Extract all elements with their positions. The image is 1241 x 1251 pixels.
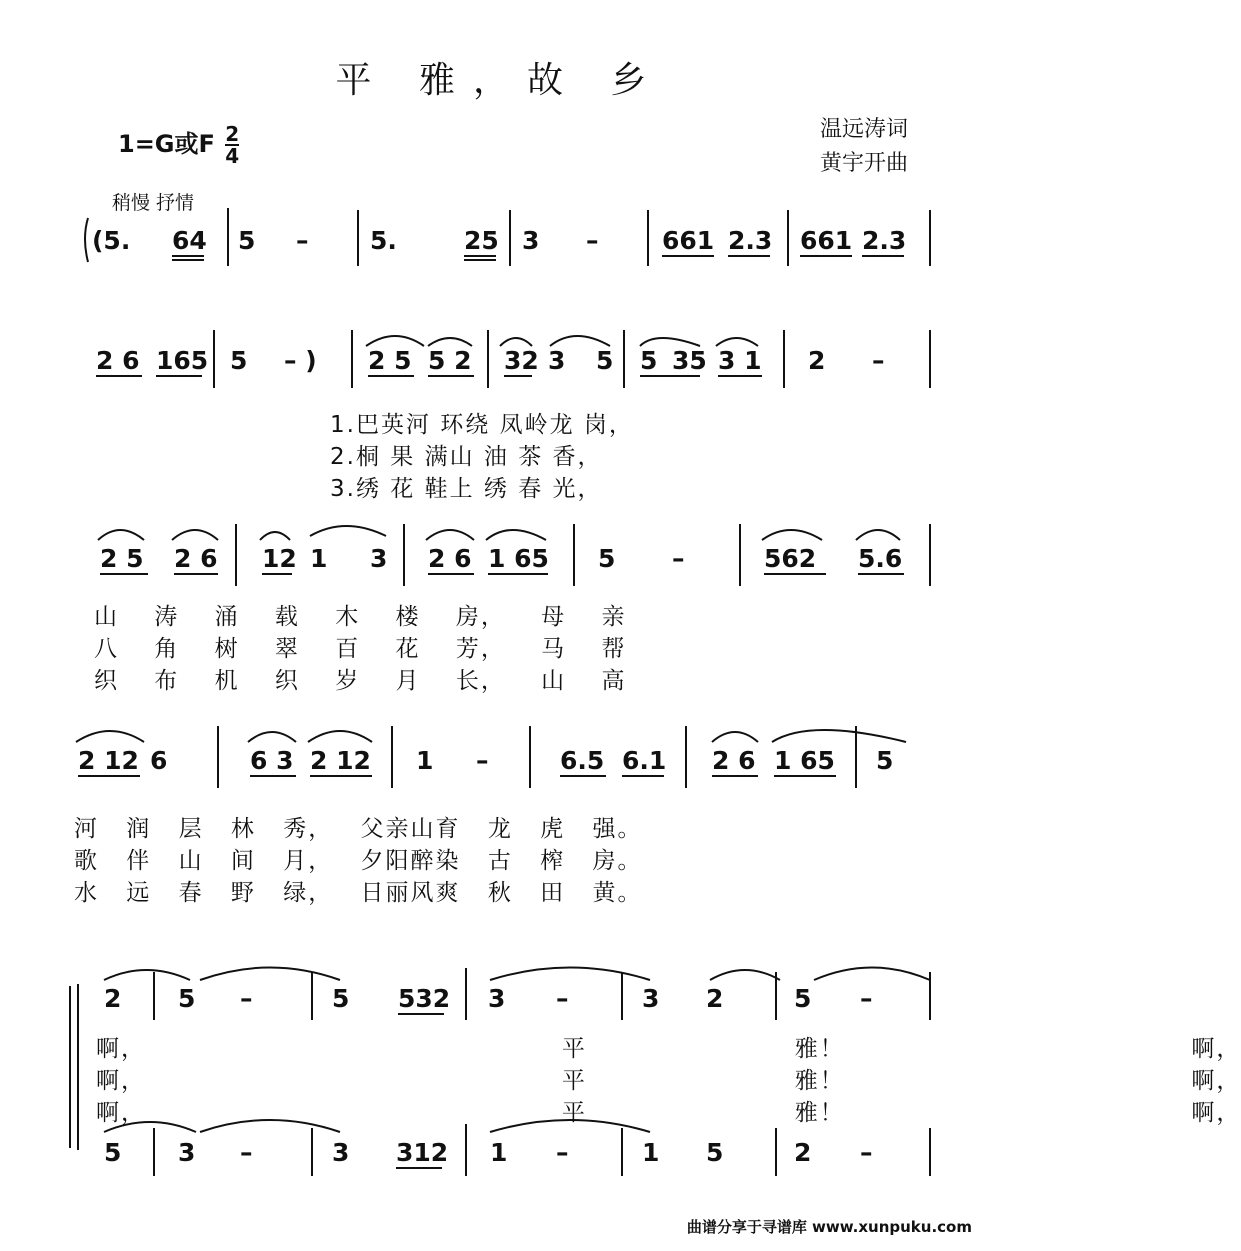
note: 32 [504, 346, 539, 375]
tempo-mark: 稍慢 抒情 [112, 192, 195, 214]
lyric-verse-2: 歌 伴 山 间 月， 夕阳醉染 古 榨 房。 [74, 848, 643, 874]
lyric-verse-3: 啊， 平 雅！ 啊， [96, 1100, 1241, 1126]
note: 312 [396, 1138, 449, 1167]
note: – [296, 226, 309, 255]
note: 6 3 [250, 746, 294, 775]
note: – [240, 1138, 253, 1167]
note: 5 [596, 346, 614, 375]
note: 165 [156, 346, 209, 375]
lyric-verse-3: 3.绣 花 鞋上 绣 春 光， [330, 476, 603, 502]
note: 12 [262, 544, 297, 573]
note: 2 6 [428, 544, 472, 573]
note: 2 5 [368, 346, 412, 375]
note: 3 [522, 226, 540, 255]
note: 532 [398, 984, 451, 1013]
note: 1 [490, 1138, 508, 1167]
note: 5 [230, 346, 248, 375]
note: – [672, 544, 685, 573]
note: 2.3 [862, 226, 907, 255]
note: 3 [370, 544, 388, 573]
key-text: 1=G或F [118, 130, 215, 158]
note: 661 [800, 226, 853, 255]
note: 5 2 [428, 346, 472, 375]
note: 3 [178, 1138, 196, 1167]
note: 3 [488, 984, 506, 1013]
lyric-verse-2: 2.桐 果 满山 油 茶 香， [330, 444, 603, 470]
note: 64 [172, 226, 207, 255]
note: 5. [370, 226, 397, 255]
note: 5 [876, 746, 894, 775]
note: 5 [598, 544, 616, 573]
note: 1 [310, 544, 328, 573]
lyric-verse-1: 河 润 层 林 秀， 父亲山育 龙 虎 强。 [74, 816, 643, 842]
composer: 黄宇开曲 [819, 151, 908, 176]
note: – [860, 1138, 873, 1167]
note: 5 [104, 1138, 122, 1167]
note: 6 [150, 746, 168, 775]
note: 2.3 [728, 226, 773, 255]
note: – [240, 984, 253, 1013]
note: (5. [92, 226, 131, 255]
note: 5 [640, 346, 658, 375]
song-title: 平 雅，故 乡 [335, 60, 665, 101]
note: 35 [672, 346, 707, 375]
note: 5 [332, 984, 350, 1013]
note: – [586, 226, 599, 255]
note: 2 6 [712, 746, 756, 775]
lyric-verse-1: 1.巴英河 环绕 凤岭龙 岗， [330, 412, 634, 438]
note: 2 6 [96, 346, 140, 375]
note: 2 [706, 984, 724, 1013]
note: – [476, 746, 489, 775]
note: – [556, 984, 569, 1013]
note: 3 [548, 346, 566, 375]
note: 6.5 [560, 746, 605, 775]
note: 25 [464, 226, 499, 255]
note: 2 12 [310, 746, 371, 775]
note: 2 6 [174, 544, 218, 573]
note: 5.6 [858, 544, 903, 573]
note: 5 [706, 1138, 724, 1167]
time-bottom: 4 [225, 144, 240, 168]
note: 1 [416, 746, 434, 775]
note: 6.1 [622, 746, 667, 775]
note: 2 [104, 984, 122, 1013]
lyric-verse-1: 啊， 平 雅！ 啊， [96, 1036, 1241, 1062]
lyric-verse-3: 织 布 机 织 岁 月 长， 山 高 [94, 668, 627, 694]
lyric-verse-2: 八 角 树 翠 百 花 芳， 马 帮 [94, 636, 627, 662]
note: 2 12 [78, 746, 139, 775]
note: 2 5 [100, 544, 144, 573]
footer-credit: 曲谱分享于寻谱库 www.xunpuku.com [686, 1218, 972, 1236]
note: 2 [808, 346, 826, 375]
note: – [860, 984, 873, 1013]
time-top: 2 [225, 122, 240, 146]
lyric-verse-3: 水 远 春 野 绿， 日丽风爽 秋 田 黄。 [74, 880, 643, 906]
lyric-verse-2: 啊， 平 雅！ 啊， [96, 1068, 1241, 1094]
lyric-verse-1: 山 涛 涌 载 木 楼 房， 母 亲 [94, 604, 627, 630]
note: 562 [764, 544, 817, 573]
note: 2 [794, 1138, 812, 1167]
note: 1 [642, 1138, 660, 1167]
note: 5 [238, 226, 256, 255]
note: 5 [794, 984, 812, 1013]
note: 3 [642, 984, 660, 1013]
lyricist: 温远涛词 [819, 117, 908, 142]
note: 1 65 [774, 746, 835, 775]
note: – [556, 1138, 569, 1167]
note: 1 65 [488, 544, 549, 573]
note: 3 1 [718, 346, 762, 375]
note: – ) [284, 346, 317, 375]
note: 5 [178, 984, 196, 1013]
note: 661 [662, 226, 715, 255]
note: 3 [332, 1138, 350, 1167]
note: – [872, 346, 885, 375]
